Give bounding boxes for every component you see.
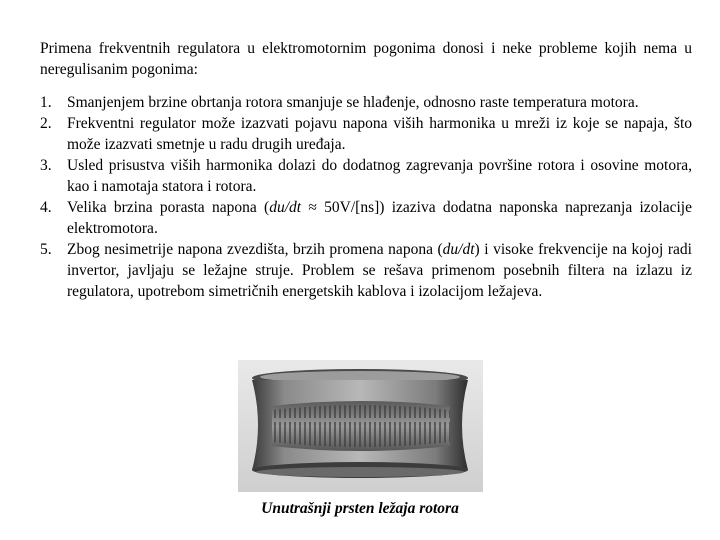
- list-item-text: Zbog nesimetrije napona zvezdišta, brzih promena napona (: [67, 241, 443, 258]
- list-item-number: 4.: [40, 199, 52, 216]
- list-item-text: Smanjenjem brzine obrtanja rotora smanjuje se hlađenje, odnosno raste temperatura motora.: [67, 94, 639, 111]
- list-item-number: 5.: [40, 241, 52, 258]
- problem-list-item: [40, 197, 692, 239]
- list-item-number: 1.: [40, 94, 52, 111]
- list-item-number: 2.: [40, 115, 52, 132]
- problem-list: [40, 92, 692, 302]
- list-item-text: ) i visoke frekvencije na kojoj radi invertor, javljaju se ležajne struje. Problem se rešava primenom posebnih filtera na izlazu iz regulatora, upotrebom simetričnih energetskih kablova i izolacijom ležajeva.: [67, 241, 692, 300]
- list-item-text: Usled prisustva viših harmonika dolazi do dodatnog zagrevanja površine rotora i osovine motora, kao i namotaja statora i rotora.: [67, 157, 692, 195]
- photo-caption: Unutrašnji prsten ležaja rotora: [261, 500, 459, 517]
- problem-list-item: [40, 92, 692, 113]
- problem-list-item: [40, 155, 692, 197]
- formula-text: du/dt: [442, 241, 475, 258]
- problem-list-item: [40, 239, 692, 302]
- intro-paragraph: Primena frekventnih regulatora u elektromotornim pogonima donosi i neke probleme kojih nema u neregulisanim pogonima:: [40, 40, 692, 78]
- formula-text: du/dt: [269, 199, 302, 216]
- bearing-inner-ring-photo: [238, 360, 483, 492]
- list-item-text: Frekventni regulator može izazvati pojavu napona viših harmonika u mreži iz koje se napaja, što može izazvati smetnje u radu drugih uređaja.: [67, 115, 692, 153]
- list-item-text: ≈ 50V/[ns]) izaziva dodatna naponska naprezanja izolacije elektromotora.: [67, 199, 692, 237]
- list-item-number: 3.: [40, 157, 52, 174]
- list-item-text: Velika brzina porasta napona (: [67, 199, 270, 216]
- problem-list-item: [40, 113, 692, 155]
